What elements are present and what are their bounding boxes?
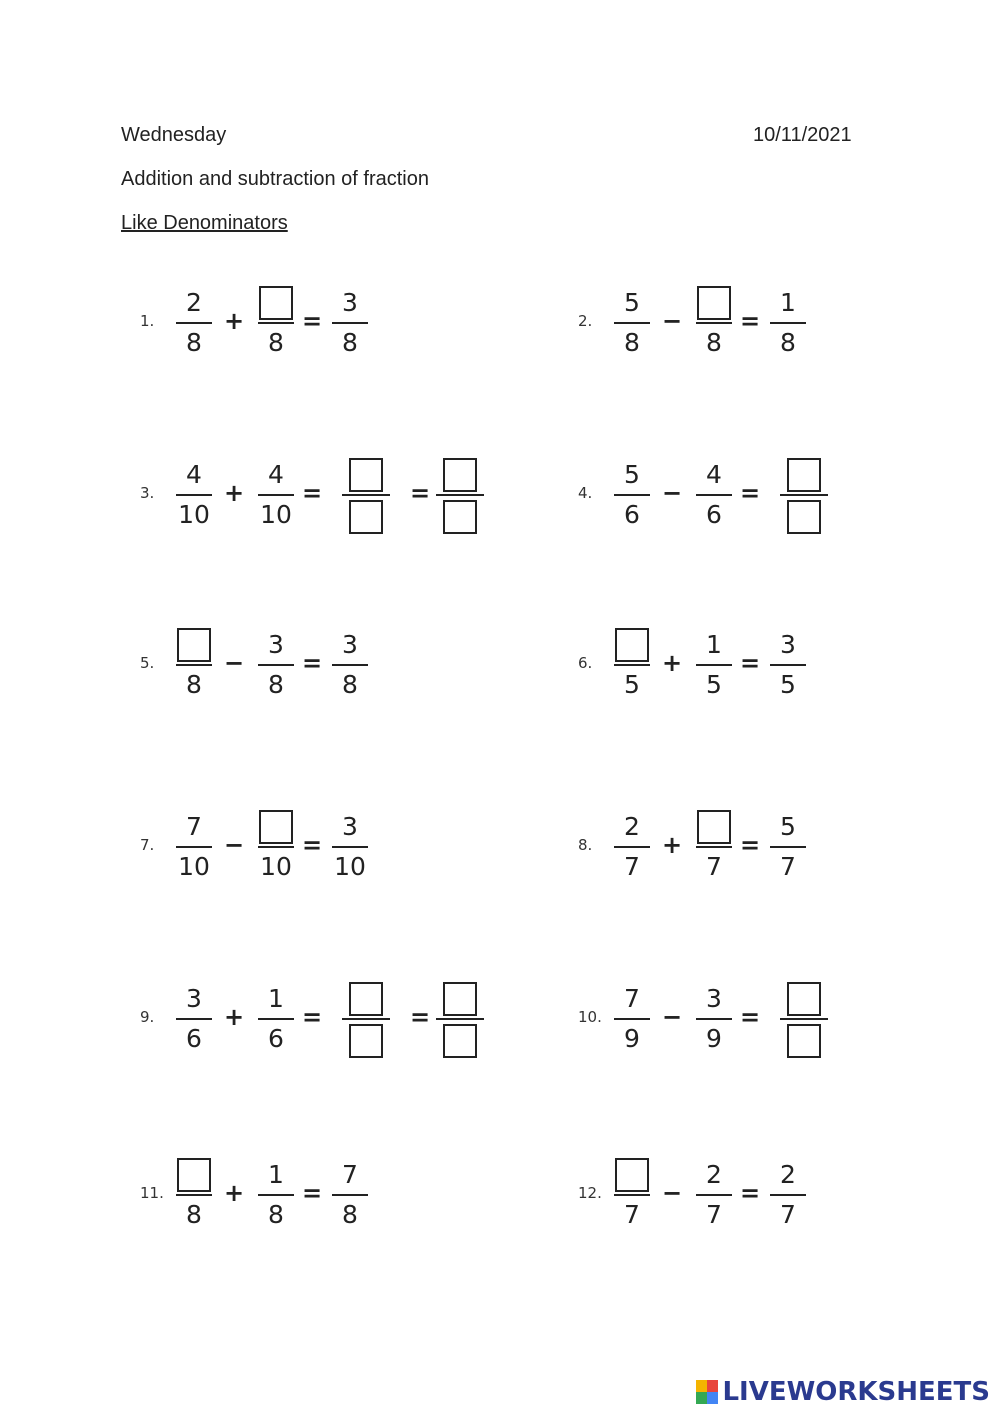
fraction-a (172, 276, 216, 372)
fraction-b (254, 1148, 298, 1244)
denominator: 7 (624, 852, 640, 881)
fraction-c (766, 618, 810, 714)
numerator-answer-box[interactable] (443, 982, 477, 1016)
numerator: 1 (268, 984, 284, 1013)
fraction-a (610, 972, 654, 1068)
fraction-c (344, 972, 388, 1068)
fraction-b (692, 800, 736, 896)
numerator: 5 (624, 460, 640, 489)
equals-sign: = (739, 1003, 761, 1031)
denominator: 7 (706, 852, 722, 881)
numerator-answer-box[interactable] (349, 982, 383, 1016)
worksheet-subtitle: Like Denominators (121, 212, 288, 234)
fraction-bar (770, 846, 806, 848)
denominator-answer-box[interactable] (349, 500, 383, 534)
fraction-bar (176, 494, 212, 496)
denominator: 8 (624, 328, 640, 357)
problem-12 (578, 1148, 978, 1244)
denominator: 6 (706, 500, 722, 529)
fraction-b (254, 800, 298, 896)
equals-sign: = (739, 831, 761, 859)
fraction-bar (332, 664, 368, 666)
denominator: 8 (268, 670, 284, 699)
equals-sign: = (301, 307, 323, 335)
fraction-bar (258, 846, 294, 848)
fraction-d (438, 972, 482, 1068)
fraction-c (328, 276, 372, 372)
fraction-bar (696, 1018, 732, 1020)
fraction-bar (614, 664, 650, 666)
fraction-bar (332, 846, 368, 848)
fraction-a (610, 618, 654, 714)
numerator: 2 (186, 288, 202, 317)
operator-sign: − (661, 307, 683, 335)
operator-sign: + (661, 649, 683, 677)
fraction-bar (176, 1194, 212, 1196)
fraction-c (782, 448, 826, 544)
fraction-bar (770, 664, 806, 666)
operator-sign: + (223, 1003, 245, 1031)
problem-6 (578, 618, 978, 714)
fraction-c (328, 800, 372, 896)
fraction-bar (696, 846, 732, 848)
denominator: 7 (706, 1200, 722, 1229)
fraction-bar (436, 1018, 484, 1020)
problem-number: 7. (140, 836, 155, 854)
numerator: 4 (268, 460, 284, 489)
logo-text: LIVEWORKSHEETS (722, 1377, 990, 1407)
equals-sign: = (409, 1003, 431, 1031)
fraction-bar (436, 494, 484, 496)
problem-4 (578, 448, 978, 544)
fraction-a (172, 1148, 216, 1244)
problem-7 (140, 800, 540, 896)
problem-9 (140, 972, 540, 1068)
problem-3 (140, 448, 540, 544)
problem-5 (140, 618, 540, 714)
fraction-c (766, 800, 810, 896)
problem-2 (578, 276, 978, 372)
fraction-bar (258, 1018, 294, 1020)
denominator: 8 (342, 1200, 358, 1229)
fraction-bar (614, 1194, 650, 1196)
numerator: 7 (186, 812, 202, 841)
problem-number: 12. (578, 1184, 602, 1202)
fraction-bar (696, 322, 732, 324)
fraction-b (692, 618, 736, 714)
numerator-answer-box[interactable] (787, 458, 821, 492)
operator-sign: + (223, 479, 245, 507)
problem-number: 4. (578, 484, 593, 502)
fraction-bar (332, 322, 368, 324)
equals-sign: = (301, 831, 323, 859)
numerator: 7 (624, 984, 640, 1013)
fraction-b (254, 448, 298, 544)
fraction-bar (342, 494, 390, 496)
fraction-d (438, 448, 482, 544)
denominator: 7 (780, 1200, 796, 1229)
fraction-bar (176, 322, 212, 324)
liveworksheets-logo-icon (696, 1380, 718, 1404)
fraction-a (172, 800, 216, 896)
numerator-answer-box[interactable] (177, 628, 211, 662)
fraction-bar (258, 494, 294, 496)
numerator: 5 (780, 812, 796, 841)
denominator: 8 (268, 328, 284, 357)
numerator: 4 (706, 460, 722, 489)
fraction-bar (696, 664, 732, 666)
equals-sign: = (739, 479, 761, 507)
problem-number: 5. (140, 654, 155, 672)
fraction-bar (258, 664, 294, 666)
fraction-bar (258, 1194, 294, 1196)
numerator: 7 (342, 1160, 358, 1189)
numerator-answer-box[interactable] (259, 810, 293, 844)
denominator: 7 (624, 1200, 640, 1229)
day-label: Wednesday (121, 124, 227, 146)
problem-1 (140, 276, 540, 372)
equals-sign: = (301, 479, 323, 507)
fraction-a (610, 276, 654, 372)
problem-number: 10. (578, 1008, 602, 1026)
denominator: 8 (706, 328, 722, 357)
fraction-a (172, 972, 216, 1068)
problem-number: 6. (578, 654, 593, 672)
liveworksheets-logo (696, 1375, 990, 1409)
fraction-c (344, 448, 388, 544)
problem-number: 2. (578, 312, 593, 330)
fraction-bar (614, 322, 650, 324)
denominator: 8 (186, 328, 202, 357)
numerator: 3 (706, 984, 722, 1013)
denominator: 7 (780, 852, 796, 881)
numerator: 1 (780, 288, 796, 317)
numerator-answer-box[interactable] (443, 458, 477, 492)
fraction-bar (696, 1194, 732, 1196)
fraction-bar (696, 494, 732, 496)
denominator-answer-box[interactable] (787, 1024, 821, 1058)
denominator: 6 (624, 500, 640, 529)
operator-sign: − (223, 831, 245, 859)
equals-sign: = (739, 1179, 761, 1207)
operator-sign: − (223, 649, 245, 677)
denominator: 6 (186, 1024, 202, 1053)
operator-sign: + (223, 307, 245, 335)
fraction-bar (614, 494, 650, 496)
worksheet-title: Addition and subtraction of fraction (121, 168, 429, 190)
fraction-bar (614, 846, 650, 848)
date-label: 10/11/2021 (753, 124, 852, 146)
numerator: 3 (342, 812, 358, 841)
denominator: 8 (780, 328, 796, 357)
fraction-c (782, 972, 826, 1068)
denominator: 10 (178, 852, 210, 881)
operator-sign: + (661, 831, 683, 859)
fraction-bar (342, 1018, 390, 1020)
numerator: 2 (780, 1160, 796, 1189)
numerator: 2 (706, 1160, 722, 1189)
fraction-bar (176, 846, 212, 848)
denominator: 10 (260, 500, 292, 529)
numerator-answer-box[interactable] (349, 458, 383, 492)
fraction-bar (770, 322, 806, 324)
denominator-answer-box[interactable] (787, 500, 821, 534)
numerator: 1 (268, 1160, 284, 1189)
problem-number: 1. (140, 312, 155, 330)
fraction-bar (332, 1194, 368, 1196)
equals-sign: = (301, 1003, 323, 1031)
fraction-bar (176, 1018, 212, 1020)
fraction-b (692, 1148, 736, 1244)
denominator: 8 (342, 328, 358, 357)
denominator: 8 (186, 1200, 202, 1229)
operator-sign: + (223, 1179, 245, 1207)
operator-sign: − (661, 1179, 683, 1207)
denominator: 5 (706, 670, 722, 699)
numerator-answer-box[interactable] (177, 1158, 211, 1192)
denominator-answer-box[interactable] (443, 500, 477, 534)
fraction-a (610, 448, 654, 544)
fraction-b (692, 972, 736, 1068)
numerator: 3 (342, 288, 358, 317)
denominator: 5 (624, 670, 640, 699)
numerator-answer-box[interactable] (615, 628, 649, 662)
problem-number: 11. (140, 1184, 164, 1202)
denominator-answer-box[interactable] (349, 1024, 383, 1058)
numerator-answer-box[interactable] (615, 1158, 649, 1192)
fraction-bar (780, 1018, 828, 1020)
equals-sign: = (739, 307, 761, 335)
fraction-b (692, 276, 736, 372)
denominator: 10 (178, 500, 210, 529)
fraction-c (328, 618, 372, 714)
denominator: 9 (624, 1024, 640, 1053)
problem-11 (140, 1148, 540, 1244)
problem-number: 8. (578, 836, 593, 854)
fraction-a (610, 1148, 654, 1244)
fraction-c (328, 1148, 372, 1244)
fraction-b (254, 618, 298, 714)
numerator-answer-box[interactable] (787, 982, 821, 1016)
numerator: 3 (268, 630, 284, 659)
denominator: 10 (260, 852, 292, 881)
equals-sign: = (301, 1179, 323, 1207)
fraction-b (254, 276, 298, 372)
fraction-a (172, 448, 216, 544)
denominator: 8 (186, 670, 202, 699)
fraction-bar (780, 494, 828, 496)
operator-sign: − (661, 1003, 683, 1031)
fraction-bar (176, 664, 212, 666)
numerator: 2 (624, 812, 640, 841)
equals-sign: = (301, 649, 323, 677)
numerator-answer-box[interactable] (697, 810, 731, 844)
denominator: 8 (342, 670, 358, 699)
fraction-c (766, 1148, 810, 1244)
denominator: 6 (268, 1024, 284, 1053)
fraction-c (766, 276, 810, 372)
problem-10 (578, 972, 978, 1068)
fraction-bar (770, 1194, 806, 1196)
numerator: 1 (706, 630, 722, 659)
fraction-a (172, 618, 216, 714)
fraction-bar (258, 322, 294, 324)
numerator: 5 (624, 288, 640, 317)
equals-sign: = (409, 479, 431, 507)
numerator: 3 (780, 630, 796, 659)
numerator-answer-box[interactable] (697, 286, 731, 320)
operator-sign: − (661, 479, 683, 507)
denominator: 10 (334, 852, 366, 881)
denominator: 8 (268, 1200, 284, 1229)
denominator: 9 (706, 1024, 722, 1053)
problem-number: 3. (140, 484, 155, 502)
denominator-answer-box[interactable] (443, 1024, 477, 1058)
equals-sign: = (739, 649, 761, 677)
fraction-a (610, 800, 654, 896)
numerator-answer-box[interactable] (259, 286, 293, 320)
fraction-bar (614, 1018, 650, 1020)
numerator: 3 (186, 984, 202, 1013)
numerator: 3 (342, 630, 358, 659)
fraction-b (254, 972, 298, 1068)
numerator: 4 (186, 460, 202, 489)
problem-number: 9. (140, 1008, 155, 1026)
problem-8 (578, 800, 978, 896)
fraction-b (692, 448, 736, 544)
denominator: 5 (780, 670, 796, 699)
